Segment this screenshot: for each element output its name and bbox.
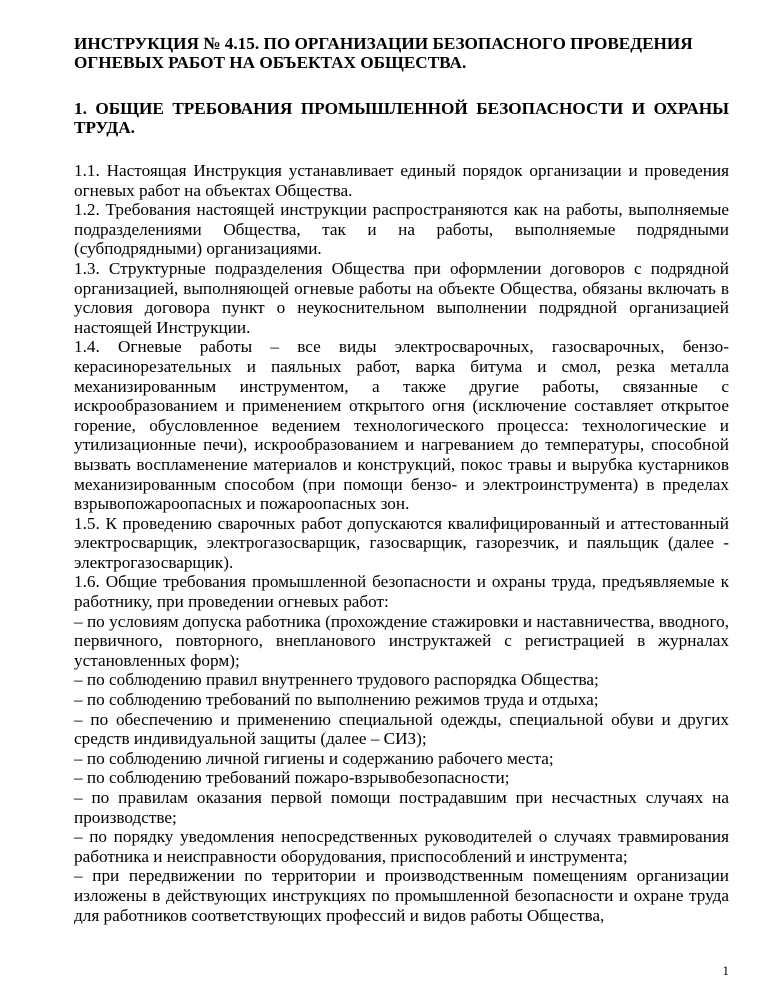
list-item: – по соблюдению требований по выполнению режимов труда и отдыха; xyxy=(74,690,599,710)
list-item: – по правилам оказания первой помощи пострадавшим при несчастных случаях на производстве; xyxy=(74,788,729,827)
list-item: – по соблюдению правил внутреннего трудового распорядка Общества; xyxy=(74,670,599,690)
paragraph: 1.3. Структурные подразделения Общества при оформлении договоров с подрядной организацией, выполняющей огневые работы на объекте Общества, обязаны включать в условия договора пункт о неукоснительном выполнении подрядной организацией настоящей Инструкции. xyxy=(74,258,729,337)
page-number: 1 xyxy=(722,963,729,978)
paragraph: 1.1. Настоящая Инструкция устанавливает единый порядок организации и проведения огневых работ на объектах Общества. xyxy=(74,161,729,200)
paragraph: 1.6. Общие требования промышленной безопасности и охраны труда, предъявляемые к работнику, при проведении огневых работ: xyxy=(74,572,729,612)
list-item: – по соблюдению личной гигиены и содержанию рабочего места; xyxy=(74,748,554,768)
paragraph: 1.5. К проведению сварочных работ допускаются квалифицированный и аттестованный электросварщик, электрогазосварщик, газосварщик, газорезчик, и паяльщик (далее - электрогазосварщик). xyxy=(74,513,729,572)
paragraph: 1.2. Требования настоящей инструкции распространяются как на работы, выполняемые подразделениями Общества, так и на работы, выполняемые подрядными (субподрядными) организациями. xyxy=(74,200,729,259)
section-heading: 1. ОБЩИЕ ТРЕБОВАНИЯ ПРОМЫШЛЕННОЙ БЕЗОПАСНОСТИ И ОХРАНЫ ТРУДА. xyxy=(74,99,729,137)
document-title: ИНСТРУКЦИЯ № 4.15. ПО ОРГАНИЗАЦИИ БЕЗОПАСНОГО ПРОВЕДЕНИЯ ОГНЕВЫХ РАБОТ НА ОБЪЕКТАХ ОБЩЕСТВА. xyxy=(74,34,693,72)
paragraph: 1.4. Огневые работы – все виды электросварочных, газосварочных, бензо-керасинорезательных и паяльных работ, варка битума и смол, резка металла механизированным инструментом, а также другие работы, связанные с искрообразованием и применением открытого огня (исключение составляет открытое горение, обусловленное ведением технологического процесса: технологические и утилизационные печи), искрообразованием и нагреванием до температуры, способной вызвать воспламенение материалов и конструкций, покос травы и вырубка кустарников механизированным способом (при помощи бензо- и электроинструмента) в пределах взрывопожароопасных и пожароопасных зон. xyxy=(74,337,729,514)
list-item: – по соблюдению требований пожаро-взрывобезопасности; xyxy=(74,768,510,788)
list-item: – при передвижении по территории и производственным помещениям организации изложены в действующих инструкциях по промышленной безопасности и охране труда для работников соответствующих профессий и видов работы Общества, xyxy=(74,866,729,925)
list-item: – по обеспечению и применению специальной одежды, специальной обуви и других средств индивидуальной защиты (далее – СИЗ); xyxy=(74,709,729,749)
list-item: – по порядку уведомления непосредственных руководителей о случаях травмирования работника и неисправности оборудования, приспособлений и инструмента; xyxy=(74,827,729,866)
document-body xyxy=(74,161,729,925)
list-item: – по условиям допуска работника (прохождение стажировки и наставничества, вводного, первичного, повторного, внепланового инструктажей с регистрацией в журналах установленных форм); xyxy=(74,611,729,670)
